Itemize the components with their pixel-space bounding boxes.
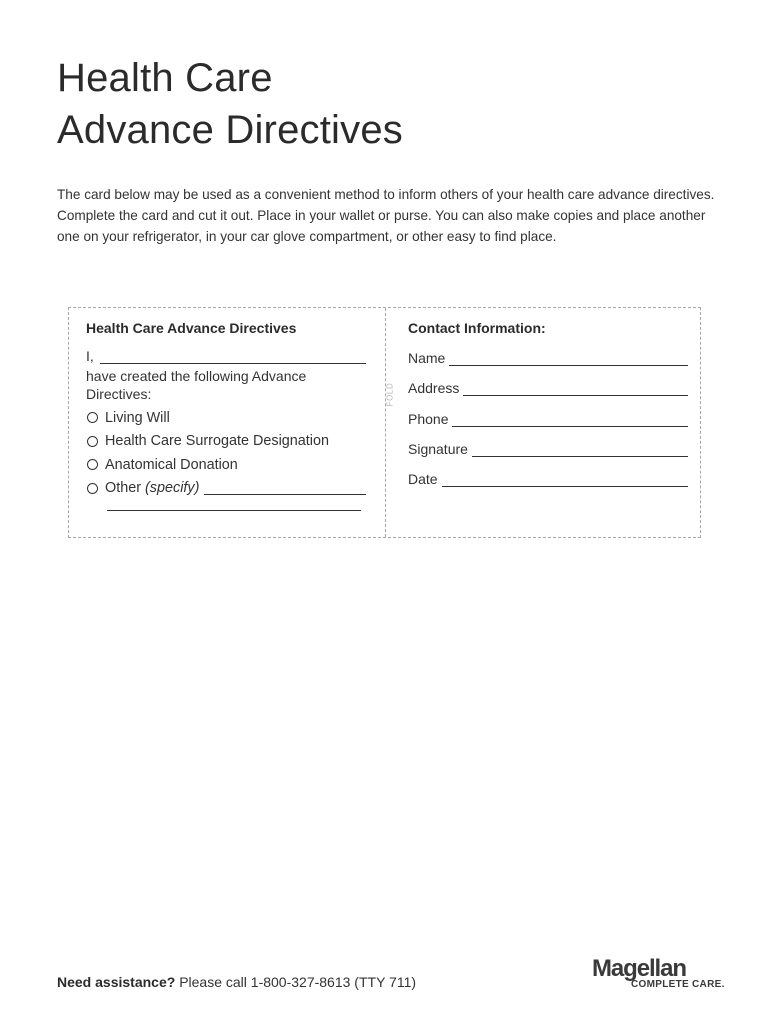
radio-circle-icon[interactable] (87, 483, 98, 494)
intro-paragraph: The card below may be used as a convenient method to inform others of your health care advance directives. Complete the card and cut it out. Place in your wallet or purse. You can also make copies and place another one on your refrigerator, in your car glove compartment, or other easy to find place. (57, 187, 715, 244)
footer-text: Please call 1-800-327-8613 (TTY 711) (179, 974, 417, 990)
page-title (57, 52, 403, 156)
title-line-2: Advance Directives (57, 108, 403, 152)
directive-options (86, 406, 366, 511)
option-label: Living Will (105, 409, 170, 426)
option-label: Health Care Surrogate Designation (105, 433, 329, 450)
card-right-heading: Contact Information: (408, 320, 546, 336)
card-left-panel (86, 320, 366, 511)
declarant-name-field[interactable] (100, 349, 366, 364)
fold-line (385, 308, 386, 537)
directive-card (68, 307, 701, 538)
contact-phone-row (408, 409, 688, 427)
option-label: Anatomical Donation (105, 456, 238, 473)
contact-label: Address (408, 380, 460, 397)
magellan-logo (592, 955, 725, 992)
footer-assistance (57, 974, 416, 990)
contact-name-row (408, 348, 688, 366)
title-line-1: Health Care (57, 56, 273, 100)
name-field[interactable] (449, 353, 688, 366)
contact-label: Name (408, 350, 446, 366)
contact-label: Signature (408, 440, 468, 457)
contact-address-row (408, 378, 688, 396)
contact-label: Date (408, 471, 438, 488)
contact-signature-row (408, 439, 688, 457)
contact-label: Phone (408, 410, 449, 427)
contact-date-row (408, 469, 688, 487)
logo-main-text: Magellan (592, 955, 686, 982)
date-field[interactable] (442, 474, 688, 487)
footer-bold: Need assistance? (57, 974, 176, 990)
i-label: I, (86, 348, 94, 364)
logo-sub-text: COMPLETE CARE. (631, 979, 725, 990)
option-anatomical-donation[interactable] (86, 453, 366, 477)
radio-circle-icon[interactable] (87, 412, 98, 423)
directives-statement: have created the following Advance Directives: (86, 368, 307, 402)
option-qualifier: (specify) (145, 480, 200, 497)
address-field[interactable] (463, 383, 688, 396)
option-living-will[interactable] (86, 406, 366, 430)
radio-circle-icon[interactable] (87, 436, 98, 447)
option-surrogate-designation[interactable] (86, 430, 366, 454)
card-right-panel (408, 320, 688, 499)
option-label: Other (105, 480, 141, 497)
other-specify-field-2[interactable] (107, 500, 361, 511)
other-specify-field[interactable] (204, 482, 366, 495)
radio-circle-icon[interactable] (87, 459, 98, 470)
phone-field[interactable] (452, 414, 688, 427)
name-declaration-row (86, 346, 366, 364)
fold-label: FOLD (385, 382, 395, 407)
signature-field[interactable] (472, 444, 688, 457)
card-left-heading: Health Care Advance Directives (86, 320, 297, 336)
option-other[interactable] (86, 477, 366, 501)
